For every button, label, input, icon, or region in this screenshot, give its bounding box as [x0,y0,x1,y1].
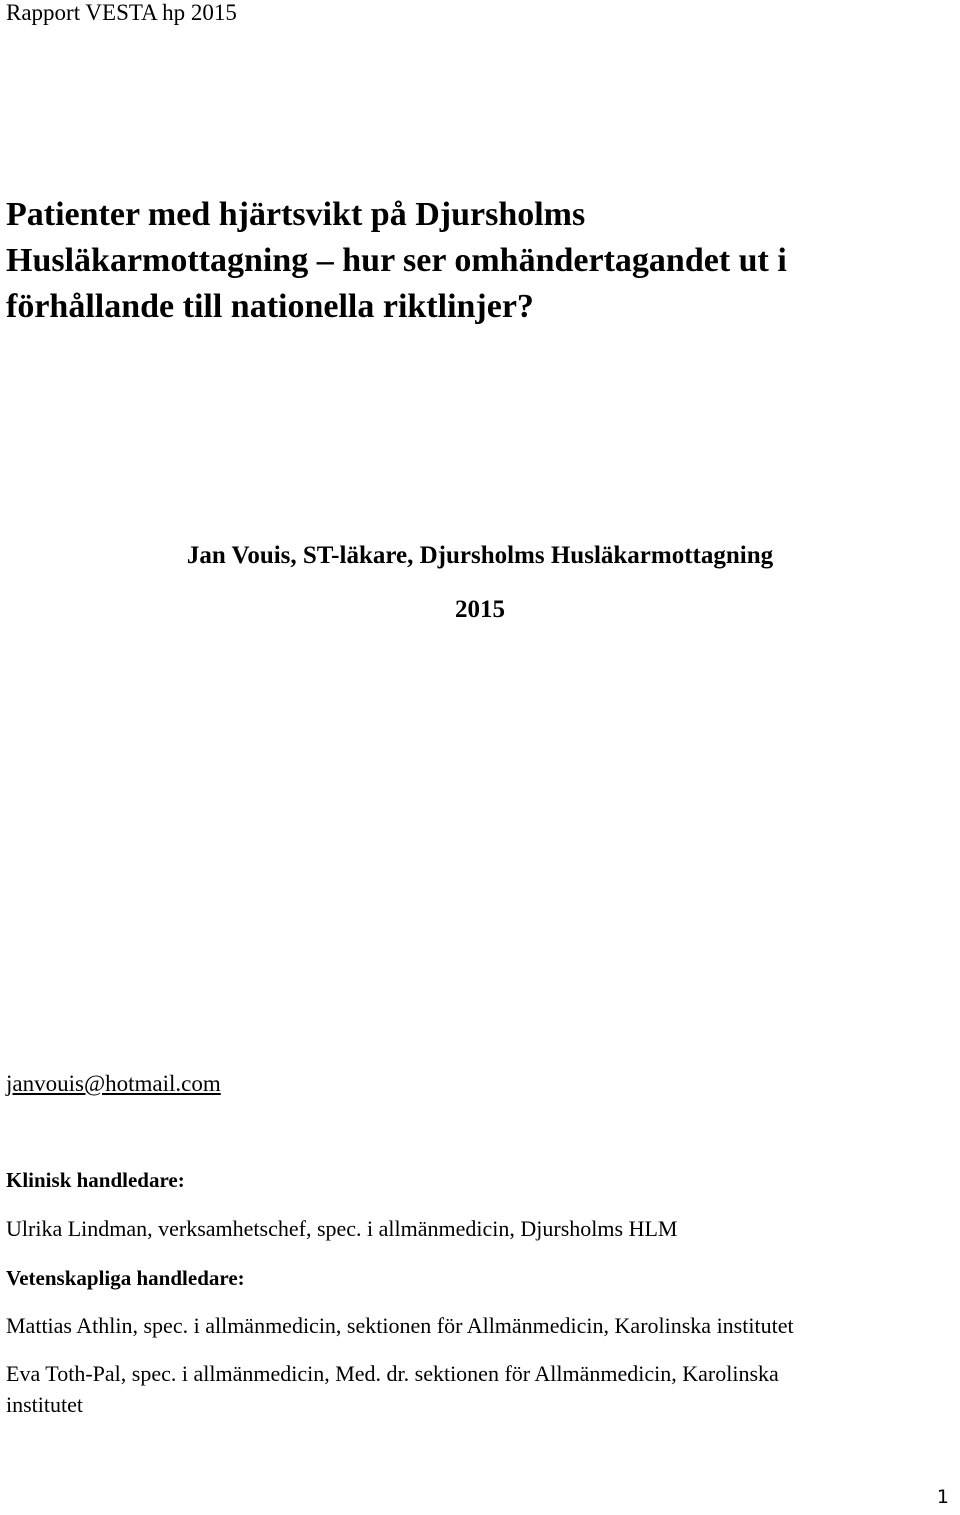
scientific-supervisor-2-line-2: institutet [6,1392,83,1417]
running-header: Rapport VESTA hp 2015 [6,0,237,25]
scientific-supervisor-1: Mattias Athlin, spec. i allmänmedicin, sektionen för Allmänmedicin, Karolinska institutet [6,1313,794,1338]
scientific-supervisors-label: Vetenskapliga handledare: [6,1266,245,1290]
clinical-supervisor: Ulrika Lindman, verksamhetschef, spec. i allmänmedicin, Djursholms HLM [6,1216,678,1241]
page-number: 1 [936,1486,949,1508]
title-line-1: Patienter med hjärtsvikt på Djursholms [6,196,586,233]
title-line-3: förhållande till nationella riktlinjer? [6,288,534,325]
scientific-supervisor-2-line-1: Eva Toth-Pal, spec. i allmänmedicin, Med. dr. sektionen för Allmänmedicin, Karolinska [6,1361,779,1386]
clinical-supervisor-label: Klinisk handledare: [6,1168,185,1192]
publication-year: 2015 [455,596,505,623]
title-line-2: Husläkarmottagning – hur ser omhändertagandet ut i [6,242,787,279]
document-title [6,192,946,330]
author-line: Jan Vouis, ST-läkare, Djursholms Husläkarmottagning [186,542,774,569]
email-link[interactable]: janvouis@hotmail.com [6,1071,221,1096]
